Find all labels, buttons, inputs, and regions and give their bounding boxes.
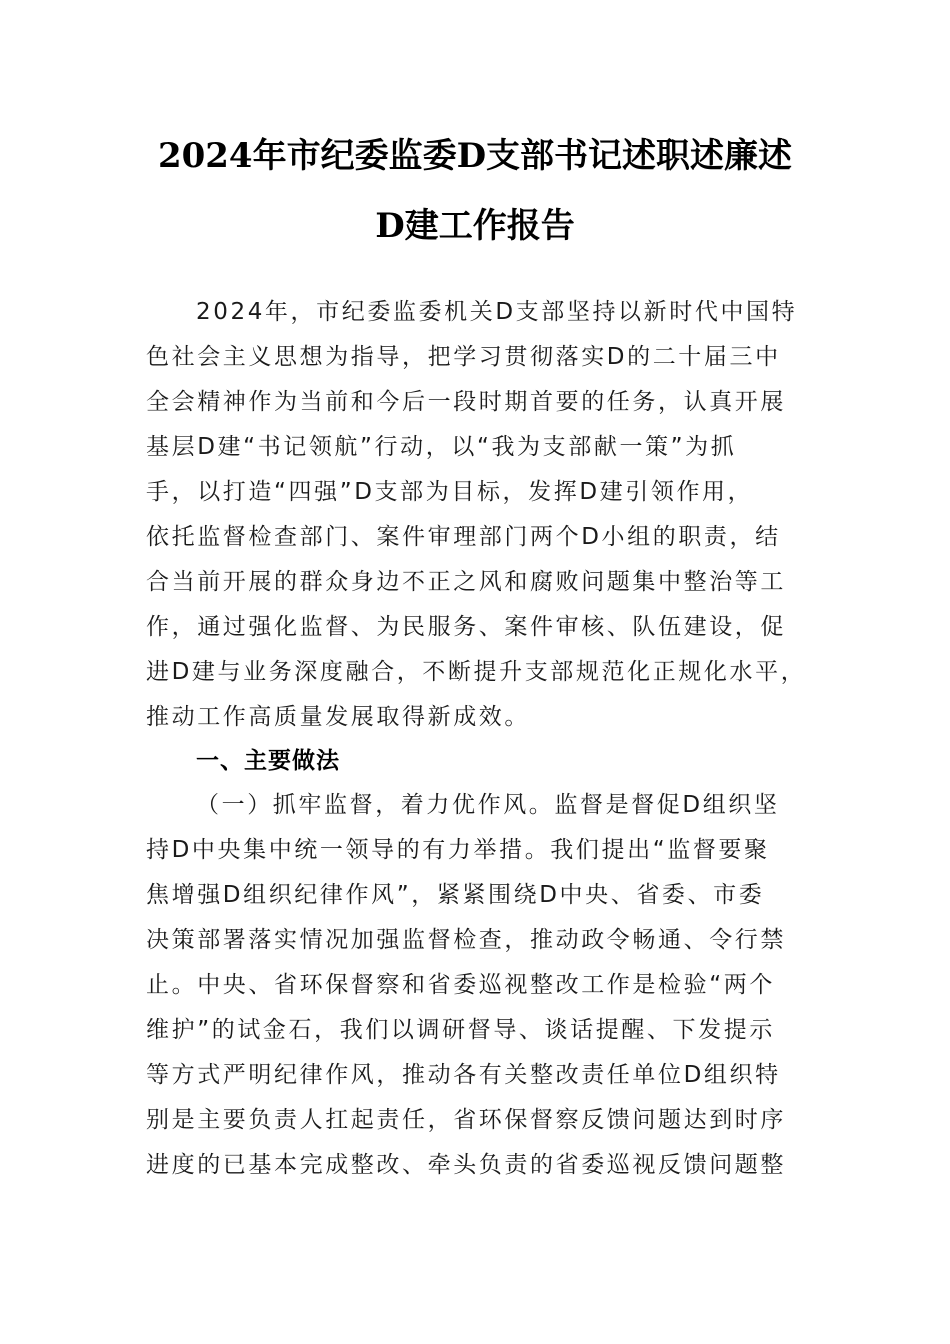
section-line: 决策部署落实情况加强监督检查，推动政令畅通、令行禁	[146, 927, 786, 953]
body-line: 2024年，市纪委监委机关D支部坚持以新时代中国特	[196, 299, 798, 325]
section-line: 别是主要负责人扛起责任，省环保督察反馈问题达到时序	[146, 1107, 786, 1133]
section-line: 焦增强D组织纪律作风”，紧紧围绕D中央、省委、市委	[146, 882, 765, 908]
section-line: 维护”的试金石，我们以调研督导、谈话提醒、下发提示	[146, 1017, 775, 1043]
section-heading: 一、主要做法	[196, 748, 340, 774]
body-line: 基层D建“书记领航”行动，以“我为支部献一策”为抓	[146, 434, 737, 460]
section-line: 等方式严明纪律作风，推动各有关整改责任单位D组织特	[146, 1062, 781, 1088]
section-line: 进度的已基本完成整改、牵头负责的省委巡视反馈问题整	[146, 1152, 786, 1178]
body-line: 进D建与业务深度融合，不断提升支部规范化正规化水平，	[146, 659, 807, 685]
body-line: 手，以打造“四强”D支部为目标，发挥D建引领作用，	[146, 479, 754, 505]
body-line: 推动工作高质量发展取得新成效。	[146, 704, 530, 730]
document-title-line-1: 2024年市纪委监委D支部书记述职述廉述	[157, 136, 793, 176]
body-line: 全会精神作为当前和今后一段时期首要的任务，认真开展	[146, 389, 786, 415]
body-line: 依托监督检查部门、案件审理部门两个D小组的职责，结	[146, 524, 781, 550]
body-line: 色社会主义思想为指导，把学习贯彻落实D的二十届三中	[146, 344, 781, 370]
body-line: 作，通过强化监督、为民服务、案件审核、队伍建设，促	[146, 614, 786, 640]
section-line: （一）抓牢监督，着力优作风。监督是督促D组织坚	[196, 792, 780, 818]
section-line: 止。中央、省环保督察和省委巡视整改工作是检验“两个	[146, 972, 775, 998]
document-title-line-2: D建工作报告	[375, 206, 575, 246]
section-line: 持D中央集中统一领导的有力举措。我们提出“监督要聚	[146, 837, 770, 863]
body-line: 合当前开展的群众身边不正之风和腐败问题集中整治等工	[146, 569, 786, 595]
